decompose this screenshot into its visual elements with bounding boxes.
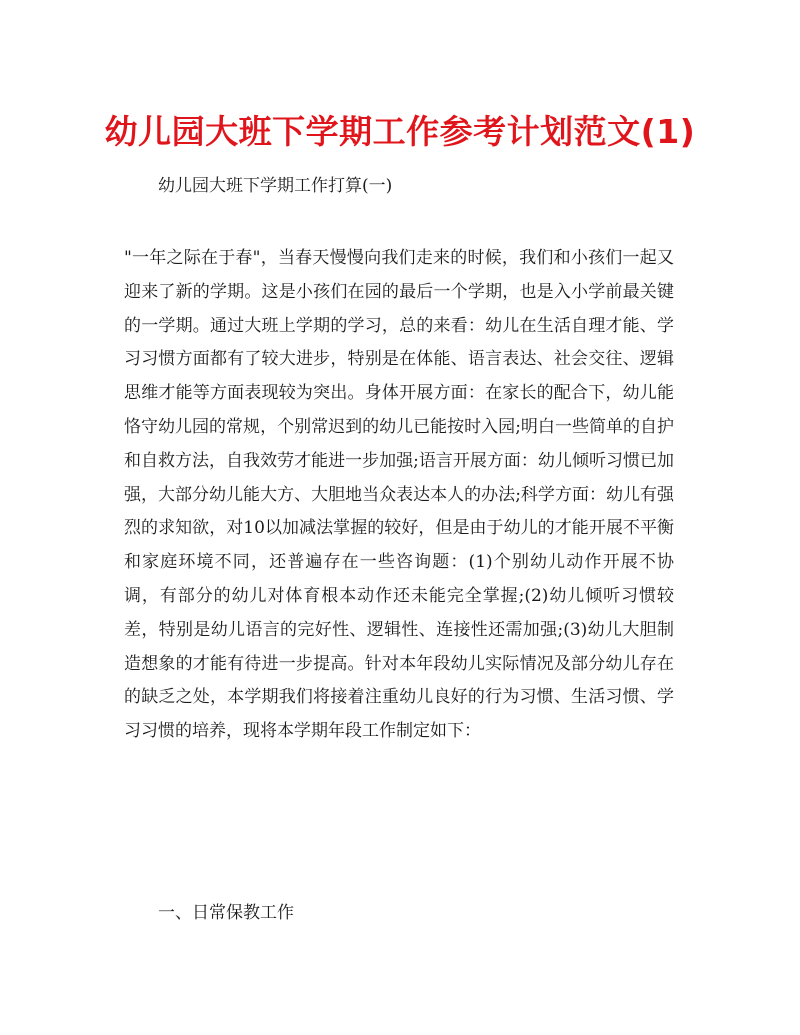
- section-heading: 一、日常保教工作: [158, 903, 294, 923]
- document-title: 幼儿园大班下学期工作参考计划范文(1): [104, 112, 696, 151]
- document-subtitle: 幼儿园大班下学期工作打算(一): [158, 176, 393, 196]
- body-paragraph: "一年之际在于春"，当春天慢慢向我们走来的时候，我们和小孩们一起又迎来了新的学期。这是小孩们在园的最后一个学期，也是入小学前最关键的一学期。通过大班上学期的学习，总的来看：幼儿在生活自理才能、学习习惯方面都有了较大进步，特别是在体能、语言表达、社会交往、逻辑思维才能等方面表现较为突出。身体开展方面：在家长的配合下，幼儿能恪守幼儿园的常规，个别常迟到的幼儿已能按时入园;明白一些简单的自护和自救方法，自我效劳才能进一步加强;语言开展方面：幼儿倾听习惯已加强，大部分幼儿能大方、大胆地当众表达本人的办法;科学方面：幼儿有强烈的求知欲，对10以加减法掌握的较好，但是由于幼儿的才能开展不平衡和家庭环境不同，还普遍存在一些咨询题：(1)个别幼儿动作开展不协调，有部分的幼儿对体育根本动作还未能完全掌握;(2)幼儿倾听习惯较差，特别是幼儿语言的完好性、逻辑性、连接性还需加强;(3)幼儿大胆制造想象的才能有待进一步提高。针对本年段幼儿实际情况及部分幼儿存在的缺乏之处，本学期我们将接着注重幼儿良好的行为习惯、生活习惯、学习习惯的培养，现将本学期年段工作制定如下：: [124, 248, 674, 742]
